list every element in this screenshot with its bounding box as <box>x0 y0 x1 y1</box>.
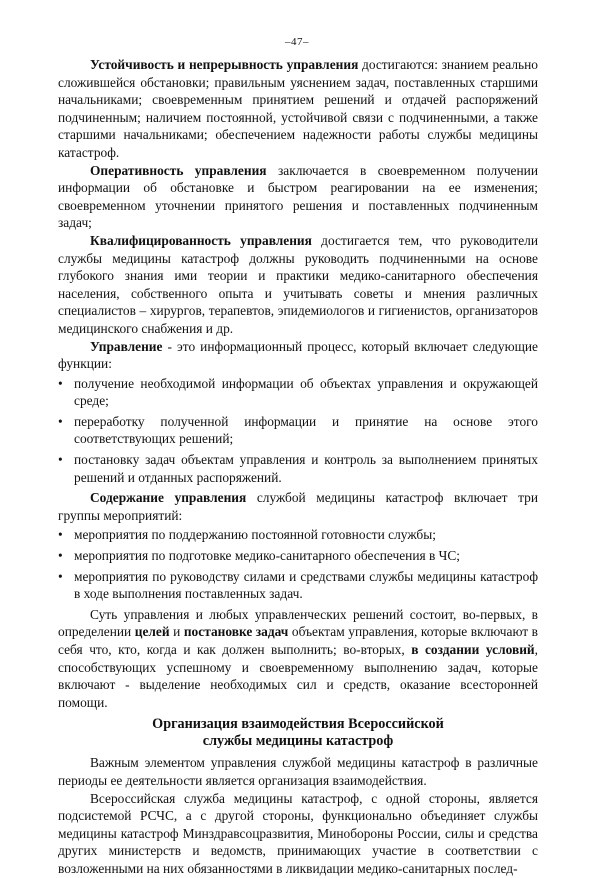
term-tasks: постановке задач <box>183 624 289 640</box>
bullet-icon: • <box>58 548 63 564</box>
bullet-icon: • <box>58 375 63 391</box>
paragraph-efficiency-text: заключается в своевременном получении информации об обстановке и быстром реагировании на ее изменения; своевременном уточнении принятого решения и поставленных подчиненным задач; <box>58 162 538 231</box>
section-heading <box>58 716 538 750</box>
list-item-function <box>58 451 538 486</box>
paragraph-content-text: службой медицины катастроф включает три группы мероприятий: <box>58 490 538 523</box>
paragraph-essence <box>58 606 538 712</box>
page-number: –47– <box>285 36 309 48</box>
paragraph-stability-text: достигаются: знанием реально сложившейся обстановки; правильным уяснением задач, поставленных старшими начальниками; своевременным принятием решений и отдачей распоряжений подчиненным; наличием постоянной, устойчивой связи с подчиненными, а также старшими начальниками; обеспечением надежности работы службы медицины катастроф. <box>58 57 538 160</box>
term-goals: целей <box>134 624 170 640</box>
text-run: объектам управления, которые включают в себя что, кто, когда и как должен выполнить; во-вторых, <box>58 624 538 657</box>
paragraph-content <box>58 489 538 524</box>
list-item-measure <box>58 526 538 544</box>
term-qualification: Квалифицированность управления <box>90 232 312 248</box>
term-content: Содержание управления <box>90 490 247 506</box>
paragraph-qualification-text: достигается тем, что руководители службы медицины катастроф должны руководить подчиненными на основе глубокого знания ими теории и практики медико-санитарного обеспечения населения, собственного опыта и учитывать советы и мнения различных специалистов – хирургов, терапевтов, эпидемиологов и гигиенистов, организаторов медицинского снабжения и др. <box>58 232 538 336</box>
paragraph-management-text: - это информационный процесс, который включает следующие функции: <box>58 338 538 372</box>
term-management: Управление <box>90 338 163 354</box>
bullet-icon: • <box>58 527 63 543</box>
paragraph-vsmk: Всероссийская служба медицины катастроф, с одной стороны, является подсистемой РСЧС, а с другой стороны, функционально объединяет службы медицины катастроф Минздравсоцразвития, Минобороны России, силы и средства других министерств и ведомств, принимающих участие в соответствии с возложенными на них обязанностями в ликвидации медико-санитарных послед- <box>58 790 538 876</box>
list-item-text: мероприятия по поддержанию постоянной готовности службы; <box>74 527 436 543</box>
bullet-icon: • <box>58 452 63 468</box>
term-conditions: в создании условий <box>411 642 535 657</box>
list-item-measure <box>58 568 538 603</box>
list-item-function <box>58 375 538 410</box>
paragraph-stability <box>58 56 538 162</box>
term-efficiency: Оперативность управления <box>90 162 267 178</box>
section-heading-line1: Организация взаимодействия Всероссийской <box>152 716 444 733</box>
text-run: Суть управления и любых управленческих решений состоит, во-первых, в определении <box>58 606 538 640</box>
paragraph-interaction: Важным элементом управления службой медицины катастроф в различные периоды ее деятельности является организация взаимодействия. <box>58 755 538 788</box>
bullet-icon: • <box>58 413 63 429</box>
page-content <box>58 56 538 878</box>
bullet-icon: • <box>58 568 63 584</box>
term-stability: Устойчивость и непрерывность управления <box>90 57 359 72</box>
list-item-function <box>58 413 538 448</box>
section-heading-line2: службы медицины катастроф <box>202 733 394 750</box>
paragraph-qualification <box>58 232 538 338</box>
list-item-text: мероприятия по подготовке медико-санитарного обеспечения в ЧС; <box>74 548 461 564</box>
list-item-text: постановку задач объектам управления и контроль за выполнением принятых решений и отданных распоряжений. <box>74 452 538 485</box>
list-item-text: получение необходимой информации об объектах управления и окружающей среде; <box>74 375 538 409</box>
list-item-text: мероприятия по руководству силами и средствами службы медицины катастроф в ходе выполнения поставленных задач. <box>74 568 538 602</box>
text-run: , способствующих успешному и своевременному выполнению задач, которые включают - выделение необходимых сил и средств, оказание всесторонней помощи. <box>58 642 538 710</box>
list-item-measure <box>58 547 538 565</box>
list-item-text: переработку полученной информации и принятие на основе этого соответствующих решений; <box>74 413 538 447</box>
text-run: и <box>169 624 184 640</box>
paragraph-management <box>58 338 538 373</box>
paragraph-efficiency <box>58 162 538 232</box>
